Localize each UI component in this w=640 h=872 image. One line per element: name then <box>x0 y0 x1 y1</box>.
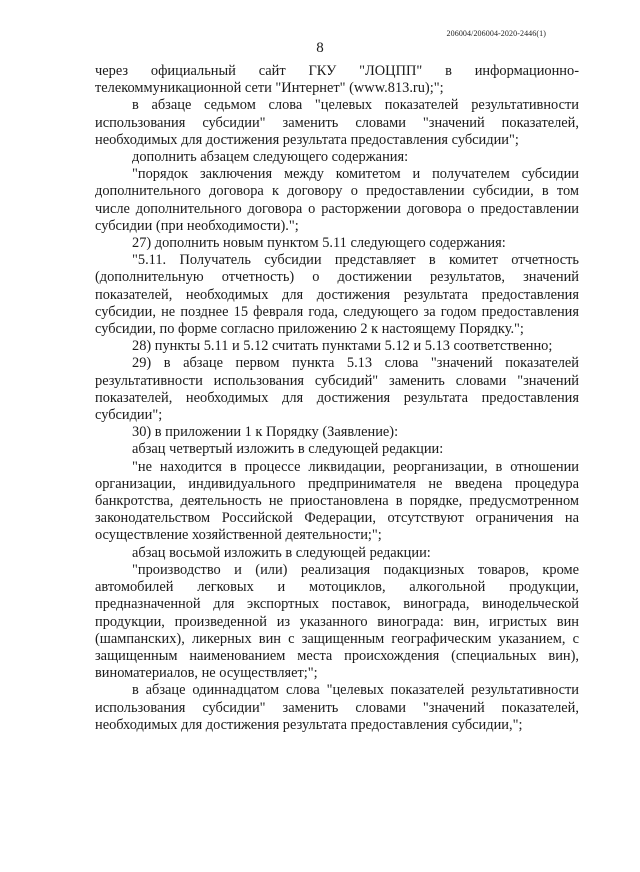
paragraph: "порядок заключения между комитетом и получателем субсидии дополнительного договора к договору о предоставлении субсидии, в том числе дополнительного договора о расторжении договора о предоставлении субсидии (при необходимости)."; <box>95 166 579 234</box>
paragraph: в абзаце одиннадцатом слова "целевых показателей результативности использования субсидии" заменить словами "значений показателей, необходимых для достижения результата предоставления субсидии,"; <box>95 682 579 733</box>
paragraph: "производство и (или) реализация подакцизных товаров, кроме автомобилей легковых и мотоциклов, алкогольной продукции, предназначенной для экспортных поставок, винограда, винодельческой продукции, произведенной из указанного винограда: вин, игристых вин (шампанских), ликерных вин с защищенным географическим указанием, с защищенным наименованием места происхождения (специальных вин), виноматериалов, не осуществляет;"; <box>95 561 579 682</box>
paragraph: 30) в приложении 1 к Порядку (Заявление): <box>132 424 399 441</box>
paragraph: через официальный сайт ГКУ "ЛОЦПП" в информационно-телекоммуникационной сети "Интернет" (www.813.ru);"; <box>95 63 579 97</box>
page-number: 8 <box>316 40 324 56</box>
paragraph: дополнить абзацем следующего содержания: <box>132 149 409 166</box>
document-body <box>95 63 579 734</box>
paragraph: "5.11. Получатель субсидии представляет в комитет отчетность (дополнительную отчетность) о достижении результатов, значений показателей, необходимых для достижения результата предоставления субсидии, не позднее 15 февраля года, следующего за годом предоставления субсидии, по форме согласно приложению 2 к настоящему Порядку."; <box>95 252 579 338</box>
document-id: 206004/206004-2020-2446(1) <box>446 29 546 38</box>
paragraph: в абзаце седьмом слова "целевых показателей результативности использования субсидии" заменить словами "значений показателей, необходимых для достижения результата предоставления субсидии"; <box>95 97 579 148</box>
paragraph: 27) дополнить новым пунктом 5.11 следующего содержания: <box>132 235 506 252</box>
paragraph: абзац четвертый изложить в следующей редакции: <box>132 441 444 458</box>
paragraph: "не находится в процессе ликвидации, реорганизации, в отношении организации, индивидуального предпринимателя не введена процедура банкротства, деятельность не приостановлена в порядке, предусмотренном законодательством Российской Федерации, отсутствуют ограничения на осуществление хозяйственной деятельности;"; <box>95 458 579 544</box>
paragraph: 29) в абзаце первом пункта 5.13 слова "значений показателей результативности использования субсидий" заменить словами "значений показателей, необходимых для достижения результата предоставления субсидии"; <box>95 355 579 424</box>
paragraph: абзац восьмой изложить в следующей редакции: <box>132 544 431 561</box>
paragraph: 28) пункты 5.11 и 5.12 считать пунктами 5.12 и 5.13 соответственно; <box>132 338 553 355</box>
